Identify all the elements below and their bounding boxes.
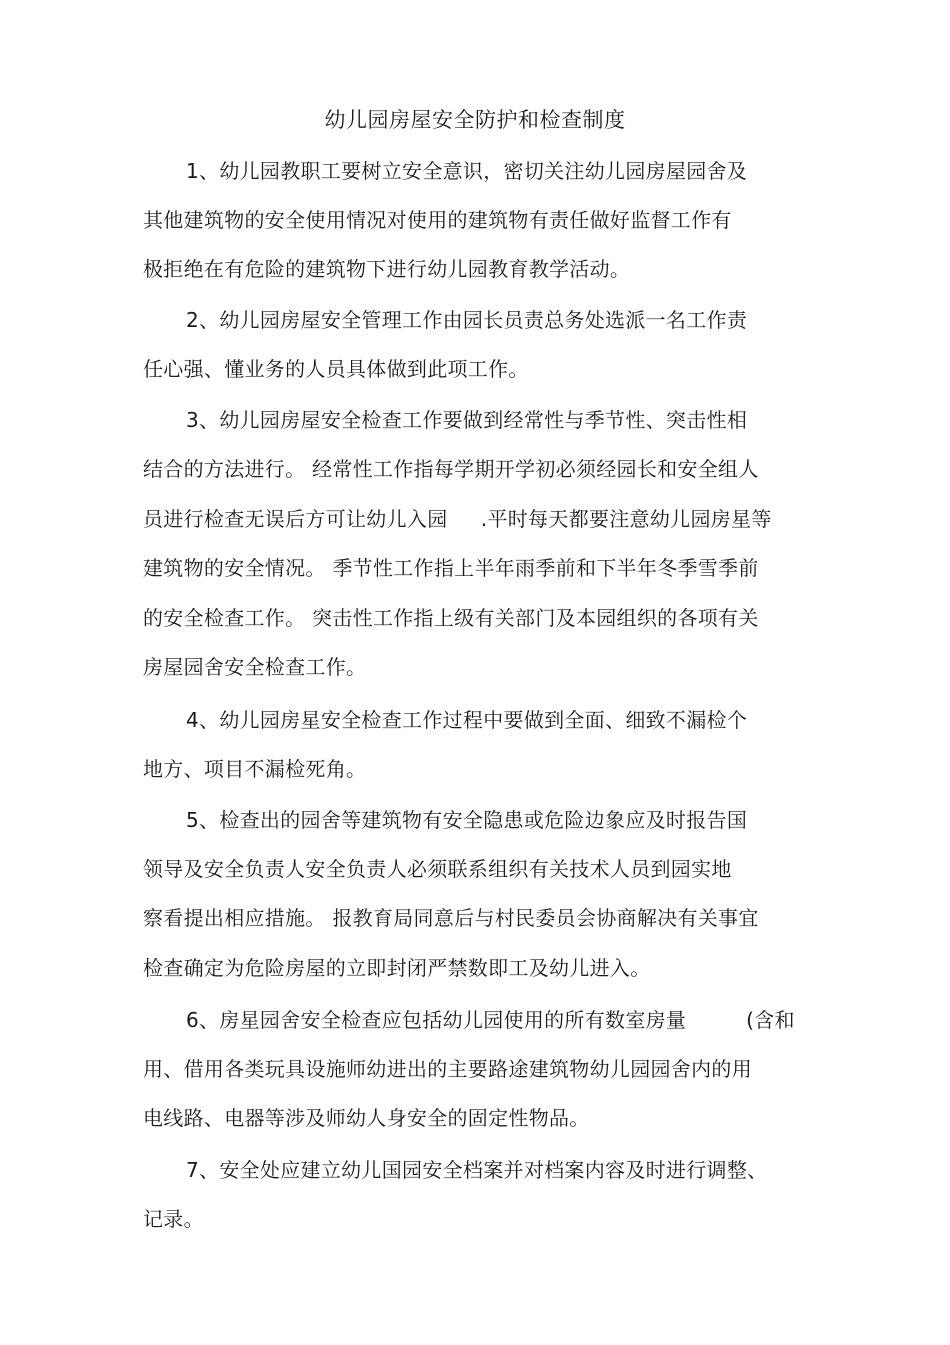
text-line: 记录。 xyxy=(143,1207,204,1231)
text-line: 4、幼儿园房星安全检查工作过程中要做到全面、细致不漏检个 xyxy=(186,708,748,732)
text-line: 检查确定为危险房屋的立即封闭严禁数即工及幼儿进入。 xyxy=(143,956,651,980)
text-line: 任心强、懂业务的人员具体做到此项工作。 xyxy=(143,357,529,381)
text-line: 察看提出相应措施。 报教育局同意后与村民委员会协商解决有关事宜 xyxy=(143,906,759,930)
text-line: 5、检查出的园舍等建筑物有安全隐患或危险边象应及时报告国 xyxy=(186,808,748,832)
text-line: 极拒绝在有危险的建筑物下进行幼儿园教育教学活动。 xyxy=(143,257,631,281)
text-line: 的安全检查工作。 突击性工作指上级有关部门及本园组织的各项有关 xyxy=(143,606,759,630)
text-line: 领导及安全负责人安全负责人必须联系组织有关技术人员到园实地 xyxy=(143,857,732,881)
text-line: 1、幼儿园教职工要树立安全意识，密切关注幼儿园房屋园舍及 xyxy=(186,159,748,183)
document-title: 幼儿园房屋安全防护和检查制度 xyxy=(324,108,626,132)
text-line: 3、幼儿园房屋安全检查工作要做到经常性与季节性、突击性相 xyxy=(186,408,748,432)
text-line: 6、房星园舍安全检查应包括幼儿园使用的所有数室房量 (含和 xyxy=(186,1008,795,1032)
text-line: 电线路、电器等涉及师幼人身安全的固定性物品。 xyxy=(143,1106,590,1130)
text-line: 7、安全处应建立幼儿国园安全档案并对档案内容及时进行调整、 xyxy=(186,1158,768,1182)
text-line: 房屋园舍安全检查工作。 xyxy=(143,655,367,679)
text-line: 其他建筑物的安全使用情况对使用的建筑物有责任做好监督工作有 xyxy=(143,208,732,232)
text-line: 结合的方法进行。 经常性工作指每学期开学初必须经园长和安全组人 xyxy=(143,457,759,481)
text-line: 建筑物的安全情况。 季节性工作指上半年雨季前和下半年冬季雪季前 xyxy=(143,556,759,580)
text-line: 用、借用各类玩具设施师幼进出的主要路途建筑物幼儿园园舍内的用 xyxy=(143,1057,752,1081)
text-line: 地方、项目不漏检死角。 xyxy=(143,757,367,781)
text-line: 2、幼儿园房屋安全管理工作由园长员责总务处选派一名工作责 xyxy=(186,308,748,332)
text-line: 员进行检查无误后方可让幼儿入园 .平时每天都要注意幼儿园房星等 xyxy=(143,507,772,531)
